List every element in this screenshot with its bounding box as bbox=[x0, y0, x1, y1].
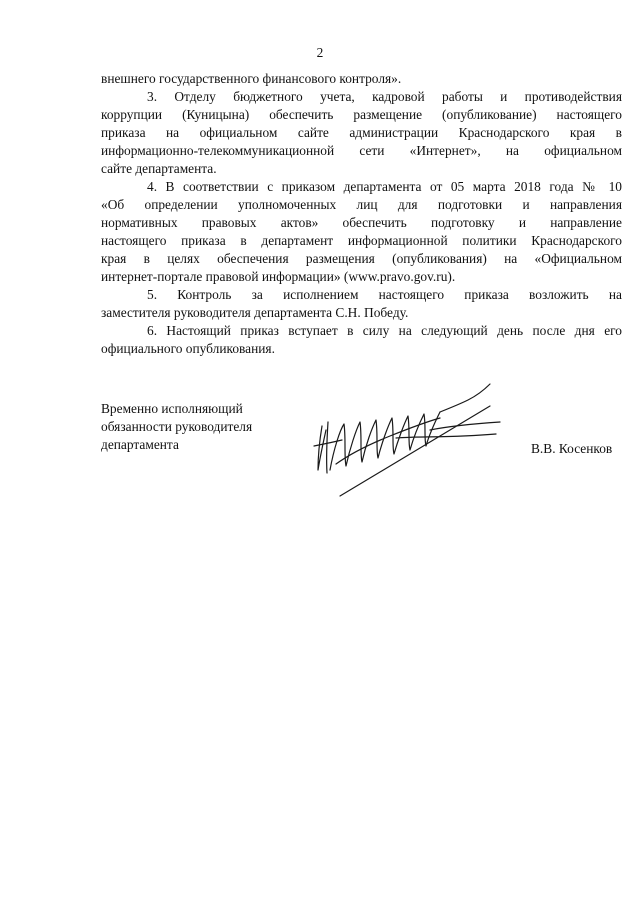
paragraph bbox=[101, 70, 622, 88]
text-line: 3. Отделу бюджетного учета, кадровой работы и противодействия bbox=[147, 89, 622, 104]
page-number: 2 bbox=[316, 45, 324, 60]
text-line: заместителя руководителя департамента С.Н. Победу. bbox=[101, 305, 409, 320]
handwritten-signature bbox=[300, 378, 515, 503]
text-line: 4. В соответствии с приказом департамента от 05 марта 2018 года № 10 bbox=[147, 179, 622, 194]
text-line: «Об определении уполномоченных лиц для подготовки и направления bbox=[101, 197, 622, 212]
paragraph-item-4 bbox=[101, 178, 622, 286]
text-line: официального опубликования. bbox=[101, 341, 275, 356]
signatory-title-line: Временно исполняющий bbox=[101, 401, 243, 416]
document-body bbox=[101, 70, 622, 358]
text-line: нормативных правовых актов» обеспечить подготовку и направление bbox=[101, 215, 622, 230]
text-line: приказа на официальном сайте администрации Краснодарского края в bbox=[101, 125, 622, 140]
text-line: 5. Контроль за исполнением настоящего приказа возложить на bbox=[147, 287, 622, 302]
paragraph-item-5 bbox=[101, 286, 622, 322]
text-line: интернет-портале правовой информации» (www.pravo.gov.ru). bbox=[101, 269, 456, 284]
text-line: внешнего государственного финансового контроля». bbox=[101, 71, 402, 86]
text-line: сайте департамента. bbox=[101, 161, 217, 176]
text-line: настоящего приказа в департамент информационной политики Краснодарского bbox=[101, 233, 622, 248]
paragraph-item-3 bbox=[101, 88, 622, 178]
text-line: 6. Настоящий приказ вступает в силу на следующий день после дня его bbox=[147, 323, 622, 338]
signatory-title bbox=[101, 400, 252, 454]
text-line: информационно-телекоммуникационной сети «Интернет», на официальном bbox=[101, 143, 622, 158]
signatory-name: В.В. Косенков bbox=[531, 441, 613, 456]
signatory-title-line: обязанности руководителя bbox=[101, 419, 253, 434]
signatory-title-line: департамента bbox=[101, 437, 179, 452]
text-line: коррупции (Куницына) обеспечить размещение (опубликование) настоящего bbox=[101, 107, 622, 122]
paragraph-item-6 bbox=[101, 322, 622, 358]
text-line: края в целях обеспечения размещения (опубликования) на «Официальном bbox=[101, 251, 622, 266]
